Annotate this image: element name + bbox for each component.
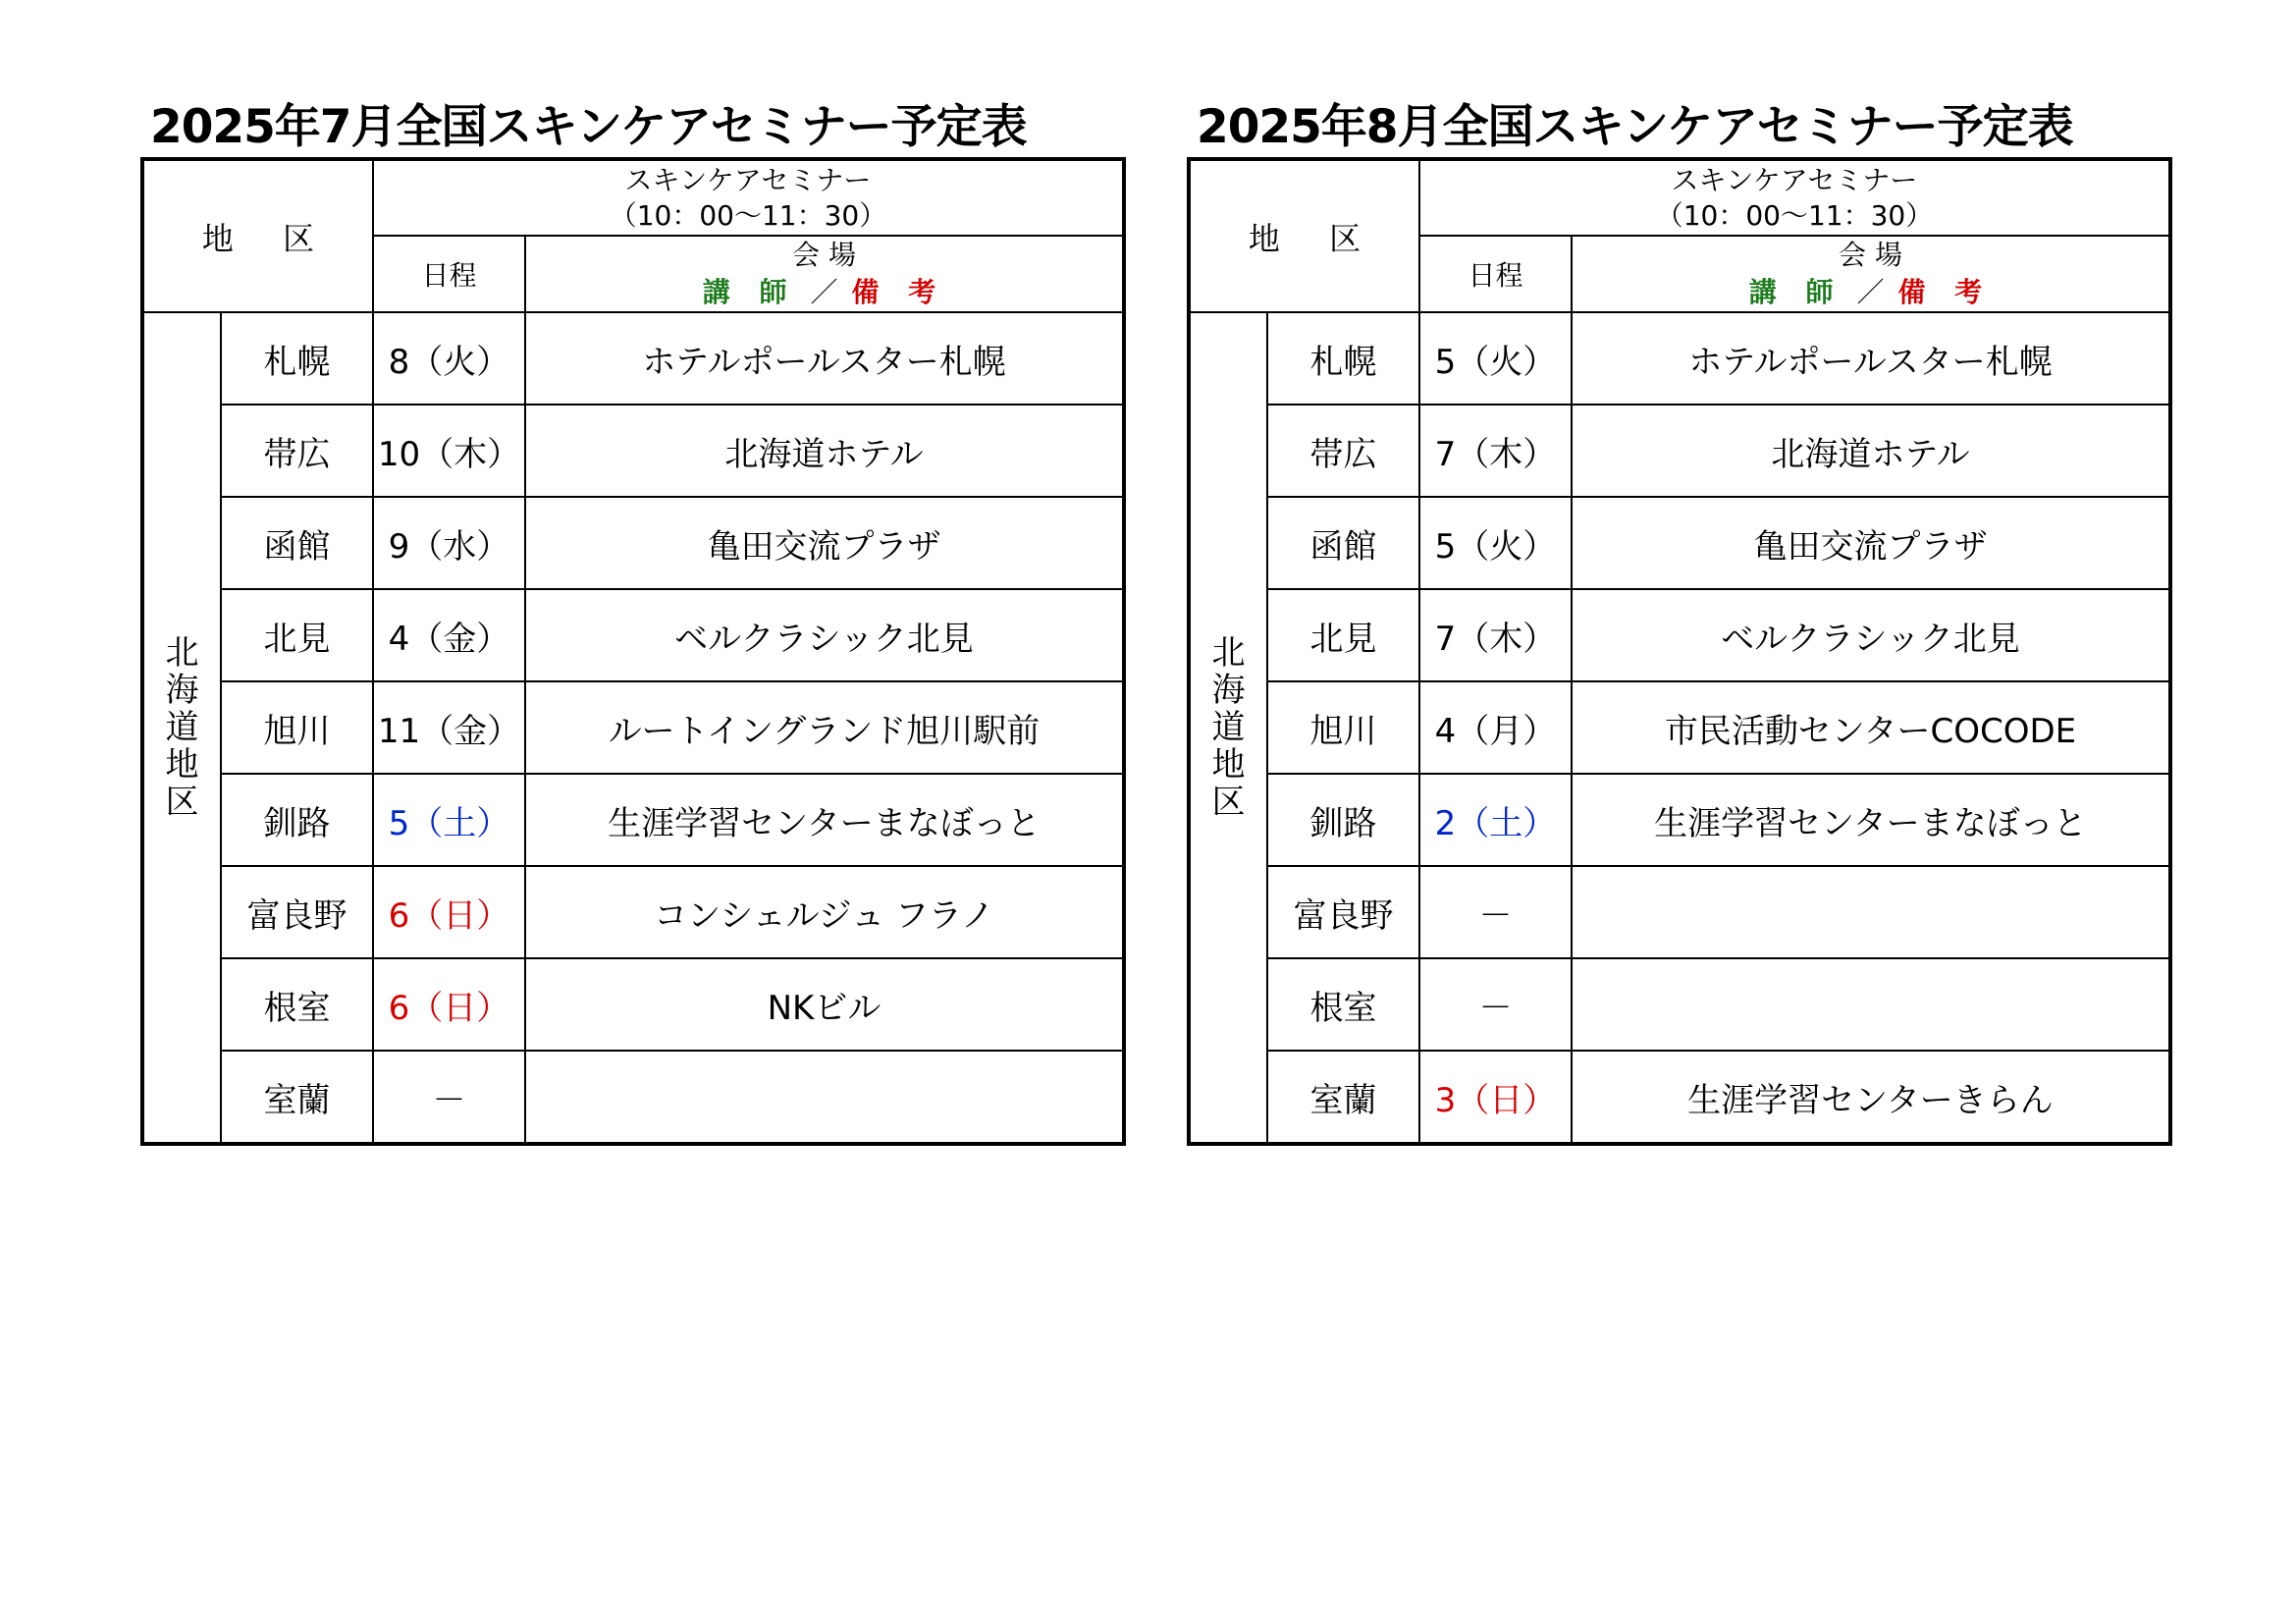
date-header: 日程 (1419, 236, 1572, 312)
venue-cell: ベルクラシック北見 (525, 589, 1124, 681)
venue-header (1572, 236, 2170, 312)
city-cell: 北見 (221, 589, 373, 681)
seminar-time: （10：00～11：30） (609, 198, 887, 232)
region-header: 地 区 (1189, 159, 1419, 312)
date-cell: 5（火） (1419, 497, 1572, 589)
city-cell: 釧路 (1267, 774, 1419, 866)
table-row (1189, 958, 2170, 1051)
city-cell: 旭川 (221, 681, 373, 774)
city-cell: 帯広 (221, 405, 373, 497)
date-cell: 9（水） (373, 497, 525, 589)
venue-cell: ホテルポールスター札幌 (525, 312, 1124, 405)
table-row (142, 866, 1124, 958)
venue-label: 会 場 (792, 239, 856, 271)
table-row (1189, 774, 2170, 866)
venue-cell: 市民活動センターCOCODE (1572, 681, 2170, 774)
date-cell: 6（日） (373, 958, 525, 1051)
venue-cell (1572, 866, 2170, 958)
slash-label: ／ (810, 276, 838, 308)
table-row (142, 774, 1124, 866)
city-cell: 札幌 (221, 312, 373, 405)
city-cell: 富良野 (221, 866, 373, 958)
date-cell: 8（火） (373, 312, 525, 405)
city-cell: 函館 (221, 497, 373, 589)
city-cell: 富良野 (1267, 866, 1419, 958)
table-row (142, 1051, 1124, 1144)
date-cell: 4（金） (373, 589, 525, 681)
venue-cell: コンシェルジュ フラノ (525, 866, 1124, 958)
city-cell: 旭川 (1267, 681, 1419, 774)
table-row (1189, 589, 2170, 681)
lecturer-label: 講 師 (702, 276, 797, 308)
header-row-top (142, 159, 1124, 236)
table-row (142, 497, 1124, 589)
table-row (1189, 866, 2170, 958)
schedule-table-body (142, 159, 1124, 1144)
venue-cell: 生涯学習センターきらん (1572, 1051, 2170, 1144)
region-name: 北海道地区 (165, 633, 199, 822)
date-cell: 5（火） (1419, 312, 1572, 405)
date-cell: 2（土） (1419, 774, 1572, 866)
slash-label: ／ (1856, 276, 1885, 308)
header-row-top (1189, 159, 2170, 236)
seminar-header (373, 159, 1124, 236)
date-cell: 7（木） (1419, 405, 1572, 497)
region-name-cell (1189, 312, 1267, 1144)
lecturer-label: 講 師 (1748, 276, 1843, 308)
sheet-title: 2025年8月全国スキンケアセミナー予定表 (1197, 100, 2073, 154)
sheet-title: 2025年7月全国スキンケアセミナー予定表 (150, 100, 1027, 154)
city-cell: 根室 (221, 958, 373, 1051)
venue-cell (1572, 958, 2170, 1051)
remarks-label: 備 考 (1897, 276, 1993, 308)
city-cell: 帯広 (1267, 405, 1419, 497)
venue-label: 会 場 (1839, 239, 1902, 271)
date-cell: 4（月） (1419, 681, 1572, 774)
table-row (142, 681, 1124, 774)
venue-cell: 亀田交流プラザ (525, 497, 1124, 589)
city-cell: 函館 (1267, 497, 1419, 589)
table-row (142, 405, 1124, 497)
table-row (1189, 1051, 2170, 1144)
table-row (142, 312, 1124, 405)
city-cell: 北見 (1267, 589, 1419, 681)
date-cell: 6（日） (373, 866, 525, 958)
date-cell: 10（木） (373, 405, 525, 497)
date-header: 日程 (373, 236, 525, 312)
schedule-table-body (1189, 159, 2170, 1144)
table-row (142, 958, 1124, 1051)
city-cell: 室蘭 (1267, 1051, 1419, 1144)
city-cell: 室蘭 (221, 1051, 373, 1144)
seminar-time: （10：00～11：30） (1655, 198, 1934, 232)
city-cell: 釧路 (221, 774, 373, 866)
date-cell: 3（日） (1419, 1051, 1572, 1144)
venue-cell: ルートイングランド旭川駅前 (525, 681, 1124, 774)
region-name: 北海道地区 (1211, 633, 1246, 822)
venue-cell: 亀田交流プラザ (1572, 497, 2170, 589)
venue-header (525, 236, 1124, 312)
venue-cell: 生涯学習センターまなぼっと (1572, 774, 2170, 866)
region-name-cell (142, 312, 221, 1144)
venue-cell (525, 1051, 1124, 1144)
date-cell: － (1419, 958, 1572, 1051)
date-cell: 5（土） (373, 774, 525, 866)
venue-cell: ベルクラシック北見 (1572, 589, 2170, 681)
schedule-table (1187, 157, 2172, 1146)
venue-cell: 北海道ホテル (525, 405, 1124, 497)
city-cell: 根室 (1267, 958, 1419, 1051)
venue-cell: ホテルポールスター札幌 (1572, 312, 2170, 405)
remarks-label: 備 考 (851, 276, 946, 308)
table-row (142, 589, 1124, 681)
table-row (1189, 405, 2170, 497)
region-header: 地 区 (142, 159, 373, 312)
date-cell: － (373, 1051, 525, 1144)
date-cell: 11（金） (373, 681, 525, 774)
table-row (1189, 681, 2170, 774)
schedule-table (140, 157, 1126, 1146)
seminar-header (1419, 159, 2170, 236)
venue-cell: NKビル (525, 958, 1124, 1051)
table-row (1189, 497, 2170, 589)
date-cell: 7（木） (1419, 589, 1572, 681)
venue-cell: 生涯学習センターまなぼっと (525, 774, 1124, 866)
seminar-label: スキンケアセミナー (1671, 163, 1918, 196)
table-row (1189, 312, 2170, 405)
city-cell: 札幌 (1267, 312, 1419, 405)
date-cell: － (1419, 866, 1572, 958)
seminar-label: スキンケアセミナー (624, 163, 872, 196)
venue-cell: 北海道ホテル (1572, 405, 2170, 497)
